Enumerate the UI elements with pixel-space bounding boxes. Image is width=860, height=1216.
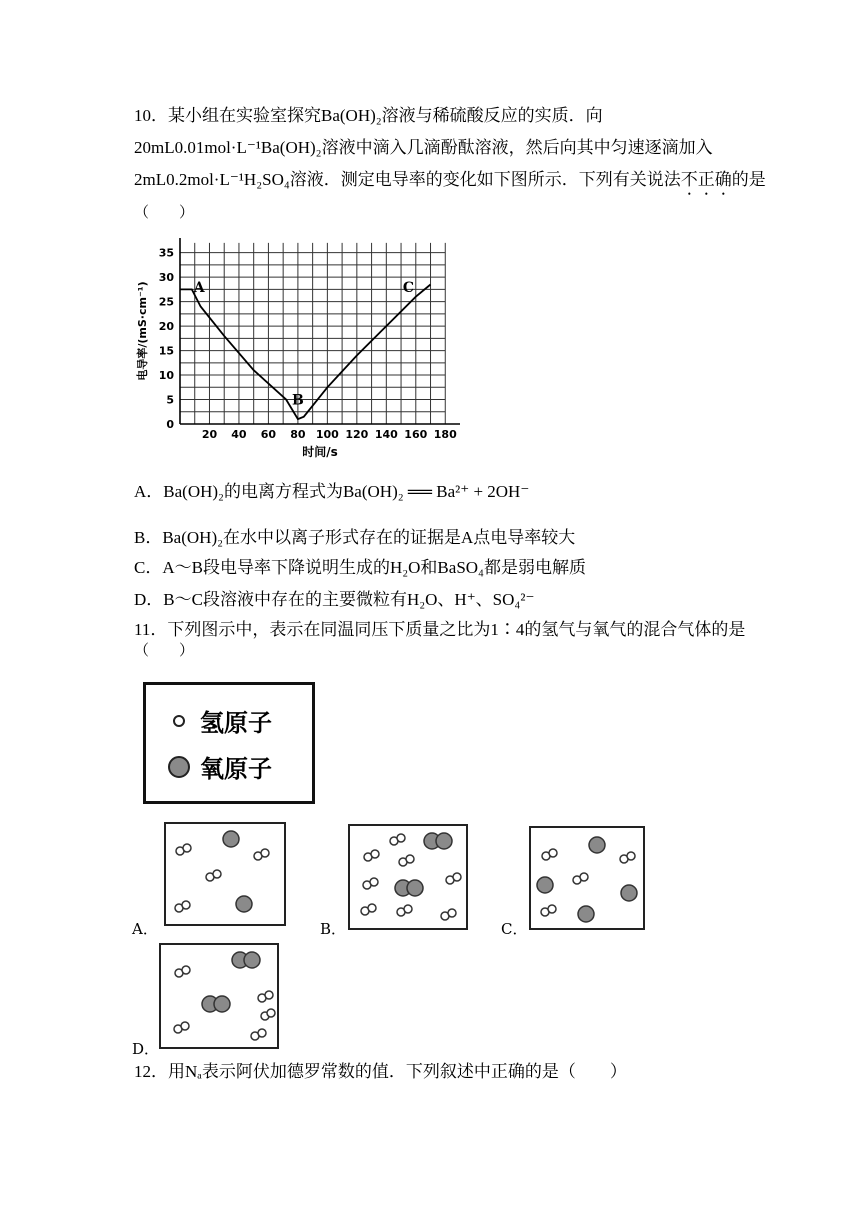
q10-line-3-text: 2mL0.2mol·L⁻¹H₂SO₄溶液．测定电导率的变化如下图所示．下列有关说法 — [134, 170, 681, 189]
y-tick-label: 35 — [158, 246, 174, 260]
point-label-b: B — [291, 392, 304, 409]
option-a-label[interactable]: A． — [132, 920, 158, 938]
y-tick-label: 20 — [158, 320, 174, 334]
legend-oxygen — [166, 749, 272, 784]
x-tick-label: 160 — [404, 428, 428, 441]
x-tick-label: 120 — [345, 428, 369, 441]
q10-option-c[interactable]: C．A～B段电导率下降说明生成的H₂O和BaSO₄都是弱电解质 — [134, 558, 586, 577]
x-axis-label: 时间/s — [302, 445, 338, 459]
option-b-molecules — [350, 826, 466, 928]
q12-stem: 12．用Nₐ表示阿伏加德罗常数的值．下列叙述中正确的是（ ） — [134, 1062, 627, 1081]
legend-oxygen-label: 氧原子 — [200, 755, 272, 783]
option-d-molecules — [161, 945, 277, 1047]
q10-option-b[interactable]: B．Ba(OH)₂在水中以离子形式存在的证据是A点电导率较大 — [134, 528, 576, 547]
atom-legend — [143, 682, 315, 804]
option-d-label[interactable]: D． — [132, 1040, 160, 1058]
x-tick-label: 20 — [201, 428, 218, 441]
option-a-molecules — [166, 824, 284, 924]
point-label-c: C — [402, 279, 414, 296]
option-d-figure[interactable] — [159, 943, 279, 1049]
q10-line-2: 20mL0.01mol·L⁻¹Ba(OH)₂溶液中滴入几滴酚酞溶液，然后向其中匀速逐滴加入 — [134, 138, 713, 157]
y-tick-label: 0 — [166, 418, 174, 431]
q11-answer-bracket: （ ） — [134, 641, 195, 659]
legend-hydrogen — [166, 703, 272, 738]
y-tick-label: 10 — [158, 369, 174, 383]
option-c-figure[interactable] — [529, 826, 645, 930]
q10-option-a[interactable]: A．Ba(OH)₂的电离方程式为Ba(OH)₂ ══ Ba²⁺ + 2OH⁻ — [134, 482, 530, 501]
option-c-label[interactable]: C． — [501, 920, 528, 938]
hydrogen-atom-icon — [166, 708, 192, 734]
option-b-label[interactable]: B． — [320, 920, 347, 938]
x-tick-label: 40 — [231, 428, 247, 441]
q10-line-3-end: 的是 — [731, 170, 766, 189]
x-tick-label: 100 — [315, 428, 339, 441]
x-tick-label: 180 — [433, 428, 457, 441]
x-tick-label: 80 — [290, 428, 306, 441]
option-c-molecules — [531, 828, 643, 928]
y-axis-label: 电导率/(mS·cm⁻¹) — [136, 281, 149, 381]
option-b-figure[interactable] — [348, 824, 468, 930]
y-tick-label: 25 — [158, 295, 174, 309]
q10-answer-bracket: （ ） — [134, 203, 195, 221]
conductivity-chart — [130, 232, 470, 462]
y-tick-label: 15 — [158, 344, 174, 358]
option-a-figure[interactable] — [164, 822, 286, 926]
q10-option-d[interactable]: D．B～C段溶液中存在的主要微粒有H₂O、H⁺、SO₄²⁻ — [134, 590, 535, 609]
x-tick-label: 60 — [260, 428, 277, 441]
y-tick-label: 30 — [158, 271, 174, 285]
q10-line-1: 10．某小组在实验室探究Ba(OH)₂溶液与稀硫酸反应的实质．向 — [134, 106, 603, 125]
q10-emphasis-not-correct: 不正确 — [680, 170, 732, 189]
q11-stem: 11．下列图示中，表示在同温同压下质量之比为1∶4的氢气与氧气的混合气体的是 — [134, 620, 746, 639]
point-label-a: A — [193, 279, 205, 296]
x-tick-label: 140 — [374, 428, 398, 441]
conductivity-curve — [180, 285, 431, 420]
q10-line-3 — [134, 170, 766, 199]
y-tick-label: 5 — [166, 393, 174, 407]
legend-hydrogen-label: 氢原子 — [200, 709, 272, 737]
oxygen-atom-icon — [166, 754, 192, 780]
